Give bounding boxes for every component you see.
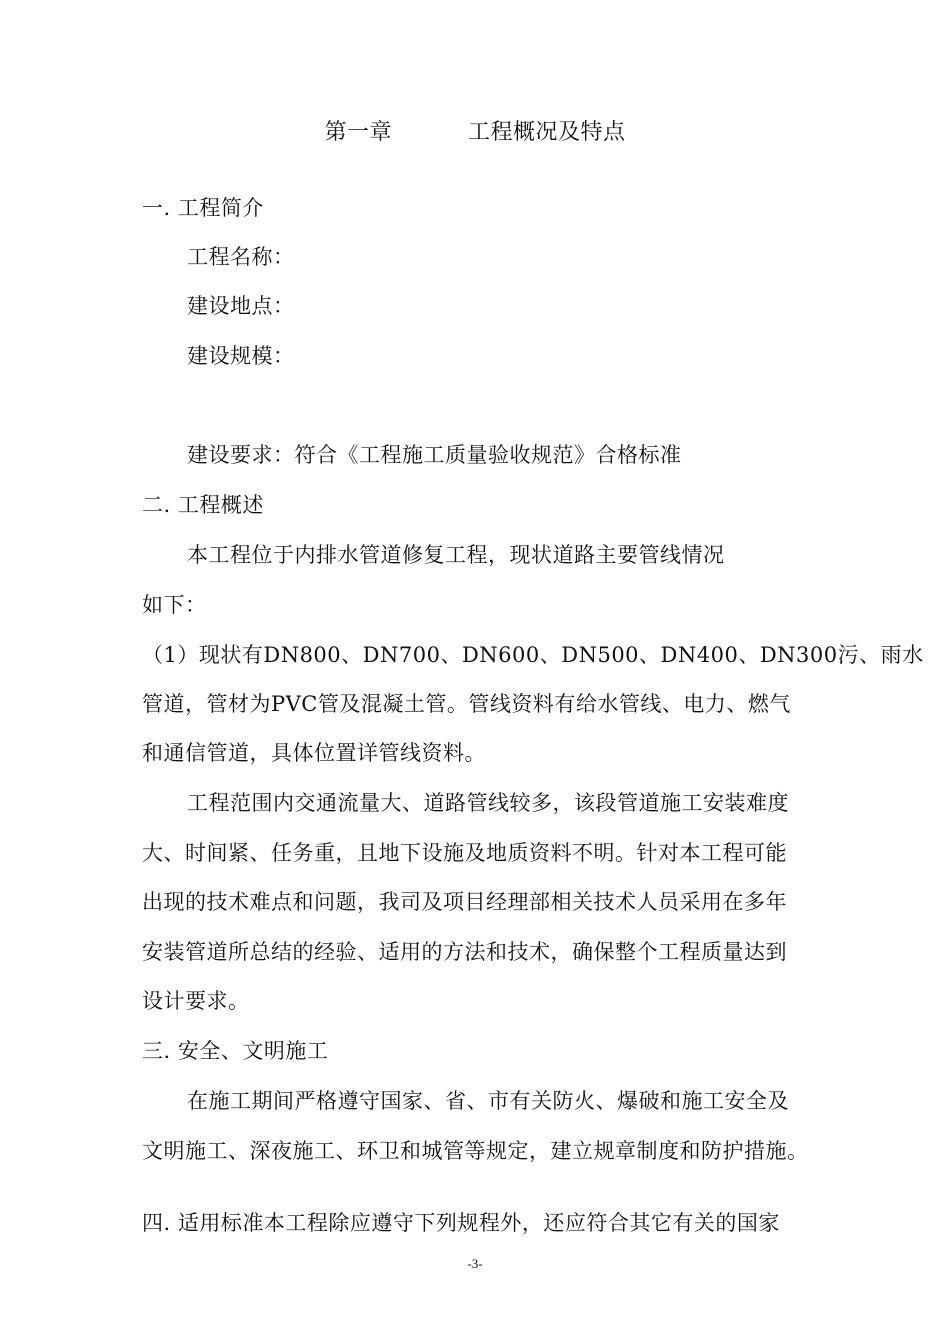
chapter-number: 第一章 [324,120,392,145]
paragraph-line: 和通信管道，具体位置详管线资料。 [142,741,486,765]
project-requirement-field: 建设要求：符合《工程施工质量验收规范》合格标准 [187,443,682,467]
paragraph-line: 文明施工、深夜施工、环卫和城管等规定，建立规章制度和防护措施。 [142,1139,809,1163]
section-heading-overview: 一. 工程简介 [142,196,264,220]
page-number: -3- [467,1256,483,1271]
paragraph-line: 本工程位于内排水管道修复工程，现状道路主要管线情况 [187,543,725,567]
project-name-field: 工程名称： [187,245,295,269]
paragraph-line: 工程范围内交通流量大、道路管线较多，该段管道施工安装难度 [187,791,789,815]
paragraph-line: 管道，管材为PVC管及混凝土管。管线资料有给水管线、电力、燃气 [142,692,791,716]
paragraph-line: 在施工期间严格遵守国家、省、市有关防火、爆破和施工安全及 [187,1089,789,1113]
paragraph-line: 如下： [142,593,207,617]
section-heading-summary: 二. 工程概述 [142,493,264,517]
paragraph-line: 出现的技术难点和问题，我司及项目经理部相关技术人员采用在多年 [142,890,787,914]
paragraph-line: 大、时间紧、任务重，且地下设施及地质资料不明。针对本工程可能 [142,841,787,865]
chapter-title [0,118,950,148]
paragraph-line: 安装管道所总结的经验、适用的方法和技术，确保整个工程质量达到 [142,940,787,964]
paragraph-line: 设计要求。 [142,989,250,1013]
section-heading-safety: 三. 安全、文明施工 [142,1039,329,1063]
project-scale-field: 建设规模： [187,344,295,368]
paragraph-line: （1）现状有DN800、DN700、DN600、DN500、DN400、DN300污、雨水 [142,643,924,667]
chapter-name: 工程概况及特点 [468,120,626,145]
section-heading-standards: 四. 适用标准本工程除应遵守下列规程外，还应符合其它有关的国家 [142,1211,780,1235]
project-location-field: 建设地点： [187,294,295,318]
